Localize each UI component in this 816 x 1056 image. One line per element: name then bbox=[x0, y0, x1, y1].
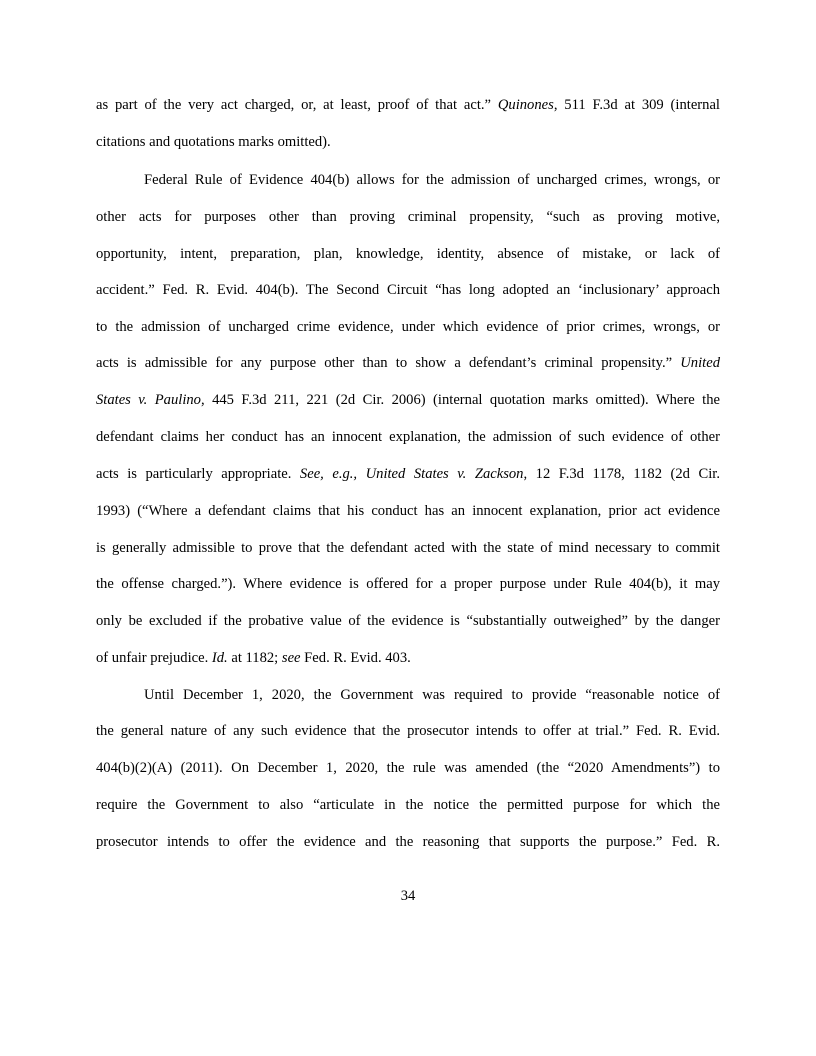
line-text: of unfair prejudice. bbox=[96, 650, 212, 666]
body-line-8 bbox=[96, 353, 720, 373]
italic-citation-text: See, e.g., United States v. Zackson bbox=[299, 466, 524, 482]
body-line-19 bbox=[96, 758, 720, 778]
body-line-20 bbox=[96, 795, 720, 815]
line-text: , 445 F.3d 211, 221 (2d Cir. 2006) (internal quotation marks omitted). Where the bbox=[200, 392, 720, 408]
line-text: as part of the very act charged, or, at least, proof of that act.” bbox=[96, 97, 498, 113]
line-text: acts is admissible for any purpose other than to show a defendant’s criminal propensity.” bbox=[96, 355, 681, 371]
line-text: require the Government to also “articulate in the notice the permitted purpose for which the bbox=[96, 797, 720, 813]
body-line-15 bbox=[96, 611, 720, 631]
body-line-16 bbox=[96, 648, 720, 668]
body-line-9 bbox=[96, 390, 720, 410]
line-text: is generally admissible to prove that the defendant acted with the state of mind necessary to commit bbox=[96, 540, 720, 556]
line-text: prosecutor intends to offer the evidence and the reasoning that supports the purpose.” Fed. R. bbox=[96, 834, 720, 850]
line-text: other acts for purposes other than proving criminal propensity, “such as proving motive, bbox=[96, 209, 720, 225]
body-line-5 bbox=[96, 244, 720, 264]
line-text: 404(b)(2)(A) (2011). On December 1, 2020, the rule was amended (the “2020 Amendments”) to bbox=[96, 760, 720, 776]
line-text: the general nature of any such evidence that the prosecutor intends to offer at trial.” Fed. R. Evid. bbox=[96, 723, 720, 739]
body-line-6 bbox=[96, 280, 720, 300]
body-line-4 bbox=[96, 207, 720, 227]
line-text: Fed. R. Evid. 403. bbox=[300, 650, 411, 666]
line-text: opportunity, intent, preparation, plan, knowledge, identity, absence of mistake, or lack of bbox=[96, 246, 720, 262]
body-line-18 bbox=[96, 721, 720, 741]
italic-citation-text: States v. Paulino bbox=[96, 392, 201, 408]
line-text: citations and quotations marks omitted). bbox=[96, 134, 331, 150]
body-line-21 bbox=[96, 832, 720, 852]
line-text: to the admission of uncharged crime evidence, under which evidence of prior crimes, wrongs, or bbox=[96, 319, 720, 335]
italic-citation-text: see bbox=[281, 650, 301, 666]
line-text: accident.” Fed. R. Evid. 404(b). The Second Circuit “has long adopted an ‘inclusionary’ approach bbox=[96, 282, 720, 298]
body-line-3 bbox=[144, 170, 720, 190]
italic-citation-text: Id. bbox=[211, 650, 228, 666]
line-text: Until December 1, 2020, the Government was required to provide “reasonable notice of bbox=[144, 687, 720, 703]
body-line-7 bbox=[96, 317, 720, 337]
line-text: only be excluded if the probative value of the evidence is “substantially outweighed” by the danger bbox=[96, 613, 720, 629]
italic-citation-text: United bbox=[680, 355, 720, 371]
line-text: , 511 F.3d at 309 (internal bbox=[553, 97, 720, 113]
line-text: , 12 F.3d 1178, 1182 (2d Cir. bbox=[523, 466, 721, 482]
line-text: defendant claims her conduct has an innocent explanation, the admission of such evidence of other bbox=[96, 429, 720, 445]
italic-citation-text: Quinones bbox=[497, 97, 554, 113]
page-number: 34 bbox=[400, 888, 416, 904]
body-line-10 bbox=[96, 427, 720, 447]
line-text: acts is particularly appropriate. bbox=[96, 466, 300, 482]
body-line-12 bbox=[96, 501, 720, 521]
line-text: 1993) (“Where a defendant claims that his conduct has an innocent explanation, prior act evidence bbox=[96, 503, 720, 519]
body-line-14 bbox=[96, 574, 720, 594]
body-line-1 bbox=[96, 95, 720, 115]
line-text: the offense charged.”). Where evidence is offered for a proper purpose under Rule 404(b), it may bbox=[96, 576, 720, 592]
line-text: at 1182; bbox=[227, 650, 282, 666]
line-text: Federal Rule of Evidence 404(b) allows for the admission of uncharged crimes, wrongs, or bbox=[144, 172, 720, 188]
body-line-13 bbox=[96, 538, 720, 558]
body-line-2 bbox=[96, 132, 720, 152]
body-line-17 bbox=[144, 685, 720, 705]
body-line-11 bbox=[96, 464, 720, 484]
